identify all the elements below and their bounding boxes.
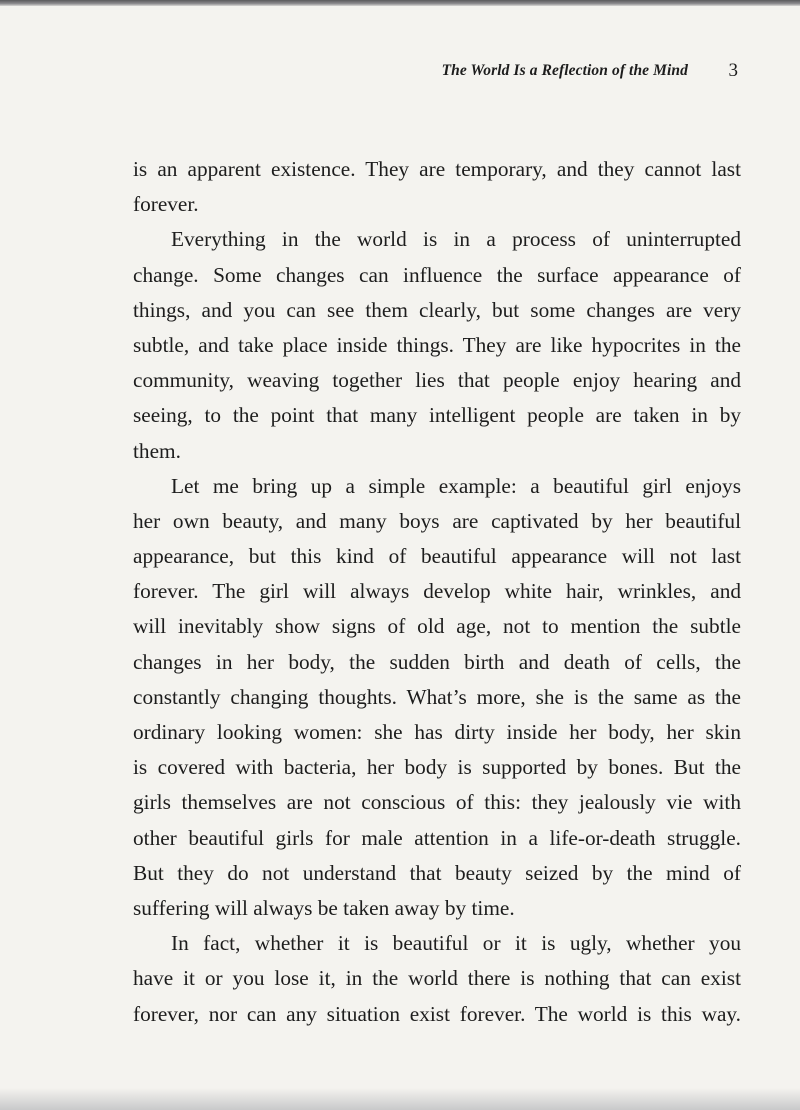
paragraph <box>133 222 741 468</box>
page-top-edge <box>0 0 800 6</box>
text-line: have it or you lose it, in the world there is nothing that can exist <box>133 966 741 991</box>
text-line: forever. The girl will always develop white hair, wrinkles, and <box>133 579 741 604</box>
text-line: is an apparent existence. They are temporary, and they cannot last <box>133 157 741 181</box>
text-line: community, weaving together lies that people enjoy hearing and <box>133 368 741 393</box>
text-line: her own beauty, and many boys are captivated by her beautiful <box>133 508 741 533</box>
paragraph <box>133 152 741 222</box>
text-line: changes in her body, the sudden birth and death of cells, the <box>133 649 741 674</box>
running-title: The World Is a Reflection of the Mind <box>441 62 688 79</box>
text-line: Everything in the world is in a process of uninterrupted <box>171 227 741 252</box>
paragraph <box>133 926 741 1032</box>
text-line: other beautiful girls for male attention in a life-or-death struggle. <box>133 825 741 850</box>
text-line: constantly changing thoughts. What’s more, she is the same as the <box>133 684 741 709</box>
text-line: subtle, and take place inside things. They are like hypocrites in the <box>133 332 741 357</box>
text-line: In fact, whether it is beautiful or it is ugly, whether you <box>171 931 741 956</box>
text-line: girls themselves are not conscious of this: they jealously vie with <box>133 790 741 815</box>
text-line: forever, nor can any situation exist forever. The world is this way. <box>133 1001 741 1026</box>
text-line: But they do not understand that beauty seized by the mind of <box>133 860 741 885</box>
text-line: appearance, but this kind of beautiful appearance will not last <box>133 544 741 569</box>
running-head <box>380 62 740 90</box>
text-line: Let me bring up a simple example: a beautiful girl enjoys <box>171 473 741 498</box>
text-line: things, and you can see them clearly, but some changes are very <box>133 297 741 322</box>
text-line: change. Some changes can influence the surface appearance of <box>133 262 741 287</box>
text-line: seeing, to the point that many intelligent people are taken in by <box>133 403 741 428</box>
text-line: will inevitably show signs of old age, not to mention the subtle <box>133 614 741 639</box>
page-number: 3 <box>728 60 738 81</box>
text-line: them. <box>133 438 181 463</box>
text-line: ordinary looking women: she has dirty inside her body, her skin <box>133 720 741 744</box>
body-text <box>133 152 741 1032</box>
text-line: is covered with bacteria, her body is supported by bones. But the <box>133 755 741 780</box>
text-line: suffering will always be taken away by time. <box>133 895 515 920</box>
page-bottom-edge <box>0 1088 800 1110</box>
paragraph <box>133 469 741 926</box>
text-line: forever. <box>133 192 199 217</box>
